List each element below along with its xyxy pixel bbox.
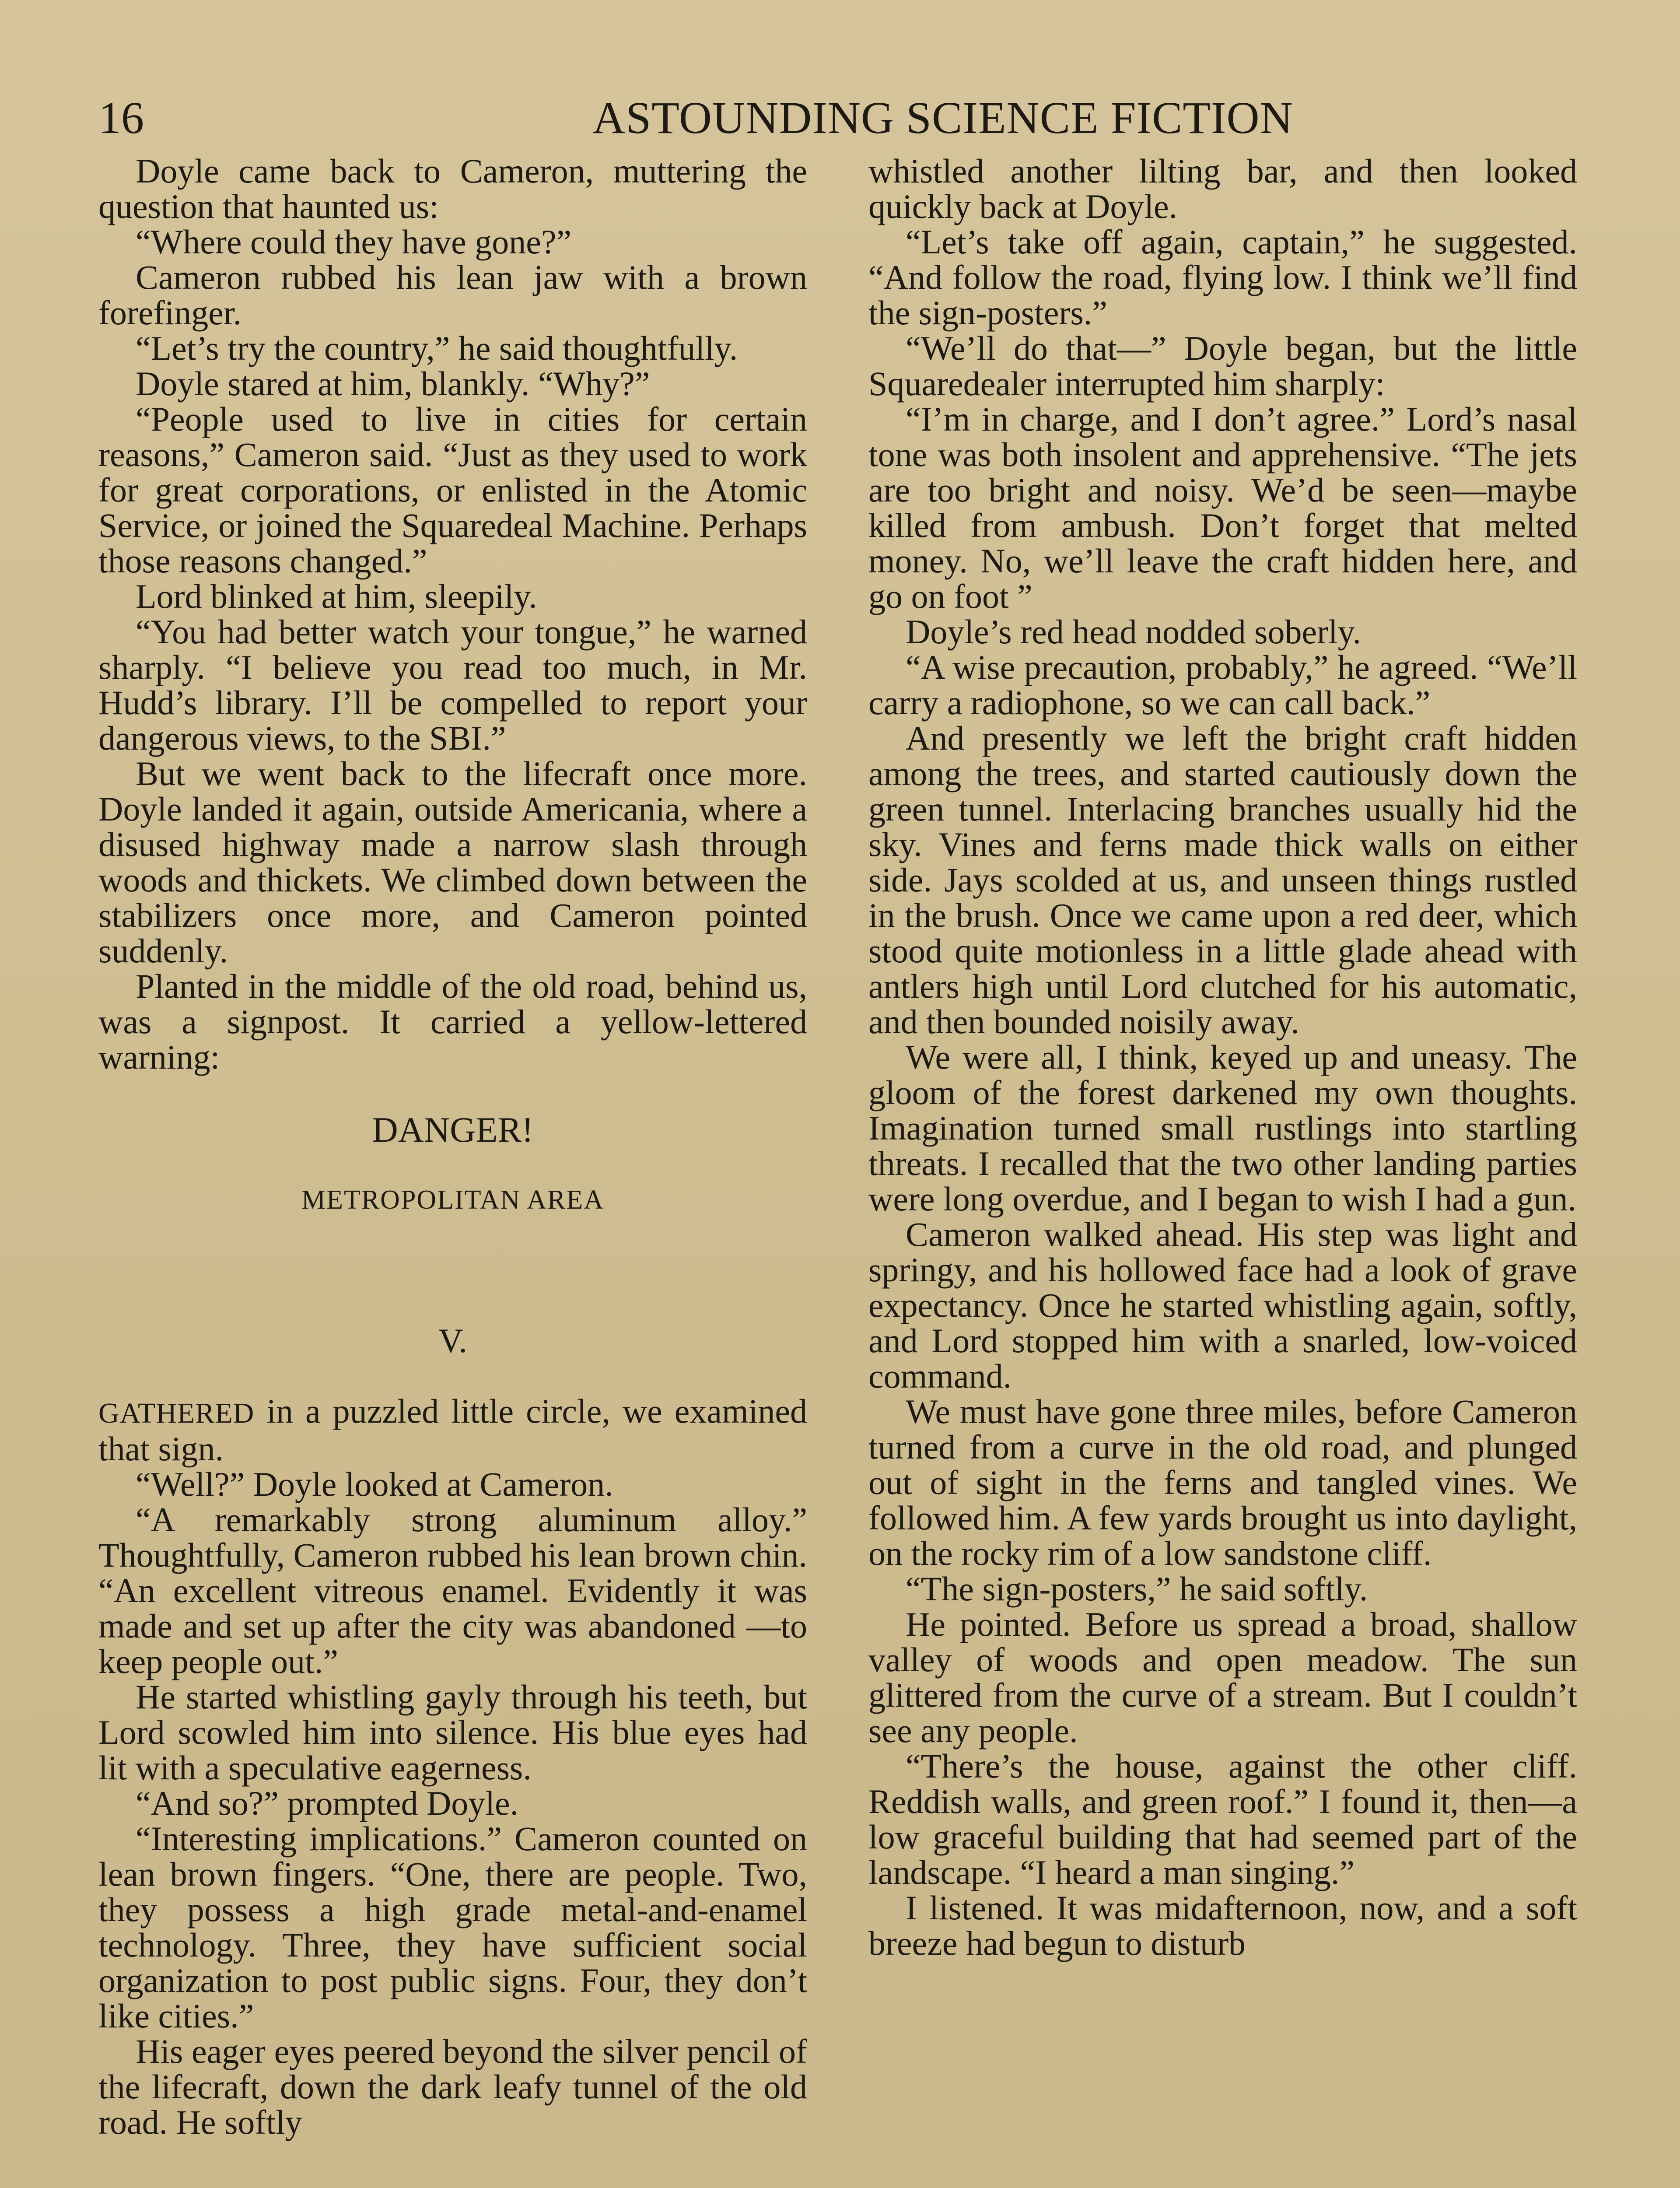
paragraph: Doyle’s red head nodded soberly.: [906, 613, 1362, 651]
paragraph: “Let’s take off again, captain,” he suggested. “And follow the road, flying low. I think we’ll find the sign-posters.”: [868, 223, 1577, 332]
sign-warning-subtitle: METROPOLITAN AREA: [301, 1185, 605, 1215]
paragraph: “We’ll do that—” Doyle began, but the little Squaredealer interrupted him sharply:: [868, 329, 1577, 403]
section-heading: V.: [438, 1322, 467, 1360]
paragraph: “A wise precaution, probably,” he agreed. “We’ll carry a radiophone, so we can call back.”: [868, 648, 1577, 722]
paragraph: His eager eyes peered beyond the silver pencil of the lifecraft, down the dark leafy tunnel of the old road. He softly: [98, 2032, 807, 2141]
continued-paragraph: whistled another lilting bar, and then looked quickly back at Doyle.: [868, 152, 1577, 225]
paragraph: Lord blinked at him, sleepily.: [136, 577, 537, 615]
paragraph: I listened. It was midafternoon, now, and a soft breeze had begun to disturb: [868, 1889, 1577, 1962]
lead-in-text: in a puzzled little circle, we examined that sign.: [98, 1392, 807, 1468]
paragraph: “The sign-posters,” he said softly.: [906, 1570, 1368, 1608]
paragraph: Doyle came back to Cameron, muttering the question that haunted us:: [98, 152, 807, 225]
page-number: 16: [98, 93, 144, 143]
magazine-title: ASTOUNDING SCIENCE FICTION: [592, 93, 1293, 143]
paragraph: “I’m in charge, and I don’t agree.” Lord’s nasal tone was both insolent and apprehensive. “The jets are too bright and noisy. We’d be seen—maybe killed from ambush. Don’t forget that melted money. No, we’ll leave the craft hidden here, and go on foot ”: [868, 400, 1577, 615]
paragraph: “Where could they have gone?”: [136, 223, 572, 261]
paragraph: “Well?” Doyle looked at Cameron.: [136, 1465, 613, 1503]
running-head: [98, 85, 1590, 151]
right-column: [868, 153, 1577, 1961]
paragraph: He pointed. Before us spread a broad, shallow valley of woods and open meadow. The sun glittered from the curve of a stream. But I couldn’t see any people.: [868, 1605, 1577, 1750]
paragraph: Cameron rubbed his lean jaw with a brown forefinger.: [98, 258, 807, 332]
paragraph: Planted in the middle of the old road, behind us, was a signpost. It carried a yellow-lettered warning:: [98, 967, 807, 1076]
paragraph: We were all, I think, keyed up and uneasy. The gloom of the forest darkened my own thoughts. Imagination turned small rustlings into startling threats. I recalled that the two other landing parties were long overdue, and I began to wish I had a gun.: [868, 1038, 1577, 1218]
paragraph: Cameron walked ahead. His step was light and springy, and his hollowed face had a look of grave expectancy. Once he started whistling again, softly, and Lord stopped him with a snarled, low-voiced command.: [868, 1215, 1577, 1395]
sign-warning-title: DANGER!: [372, 1110, 534, 1150]
paragraph: “A remarkably strong aluminum alloy.” Thoughtfully, Cameron rubbed his lean brown chin. “An excellent vitreous enamel. Evidently it was made and set up after the city was abandoned —to keep people out.”: [98, 1501, 807, 1680]
paragraph: “And so?” prompted Doyle.: [136, 1784, 519, 1822]
paragraph: He started whistling gayly through his teeth, but Lord scowled him into silence. His blue eyes had lit with a speculative eagerness.: [98, 1678, 807, 1787]
paragraph: “There’s the house, against the other cliff. Reddish walls, and green roof.” I found it, then—a low graceful building that had seemed part of the landscape. “I heard a man singing.”: [868, 1747, 1577, 1891]
paragraph: And presently we left the bright craft hidden among the trees, and started cautiously down the green tunnel. Interlacing branches usually hid the sky. Vines and ferns made thick walls on either side. Jays scolded at us, and unseen things rustled in the brush. Once we came upon a red deer, which stood quite motionless in a little glade ahead with antlers high until Lord clutched for his automatic, and then bounded noisily away.: [868, 719, 1577, 1041]
paragraph: “You had better watch your tongue,” he warned sharply. “I believe you read too much, in Mr. Hudd’s library. I’ll be compelled to report your dangerous views, to the SBI.”: [98, 613, 807, 757]
lead-in-word: GATHERED: [98, 1397, 255, 1429]
paragraph: “Let’s try the country,” he said thoughtfully.: [136, 329, 738, 367]
paragraph: But we went back to the lifecraft once more. Doyle landed it again, outside Americania, where a disused highway made a narrow slash through woods and thickets. We climbed down between the stabilizers once more, and Cameron pointed suddenly.: [98, 754, 807, 970]
paragraph: “Interesting implications.” Cameron counted on lean brown fingers. “One, there are people. Two, they possess a high grade metal-and-enamel technology. Three, they have sufficient social organization to post public signs. Four, they don’t like cities.”: [98, 1820, 807, 2035]
paragraph: Doyle stared at him, blankly. “Why?”: [136, 365, 650, 403]
left-column: [98, 153, 807, 2140]
section-opening-paragraph: [98, 1393, 807, 1466]
paragraph: “People used to live in cities for certain reasons,” Cameron said. “Just as they used to work for great corporations, or enlisted in the Atomic Service, or joined the Squaredeal Machine. Perhaps those reasons changed.”: [98, 400, 807, 580]
paragraph: We must have gone three miles, before Cameron turned from a curve in the old road, and plunged out of sight in the ferns and tangled vines. We followed him. A few yards brought us into daylight, on the rocky rim of a low sandstone cliff.: [868, 1392, 1577, 1572]
